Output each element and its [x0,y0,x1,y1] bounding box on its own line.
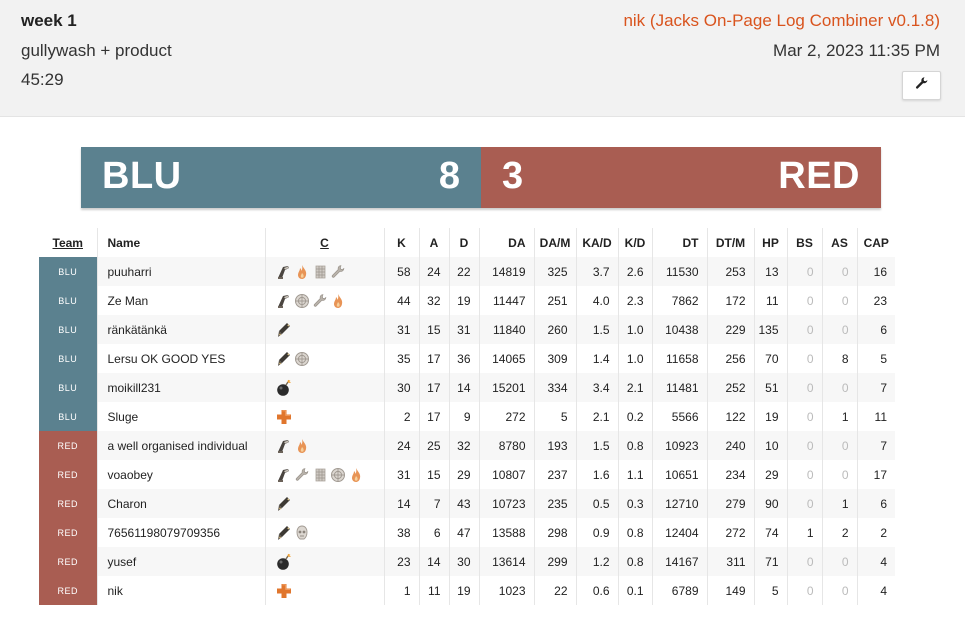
table-row [39,431,895,460]
stat-cap: 6 [857,489,895,518]
stat-bs: 0 [787,489,822,518]
stat-d: 19 [449,286,479,315]
soldier-class-icon[interactable] [276,496,294,510]
stat-cap: 16 [857,257,895,286]
stat-k: 31 [384,315,419,344]
stat-dt: 6789 [652,576,707,605]
class-icons [265,344,384,373]
stat-dt: 7862 [652,286,707,315]
team-badge: BLU [39,373,97,402]
stat-dtm: 272 [707,518,754,547]
stat-kad: 3.7 [576,257,618,286]
stat-bs: 0 [787,576,822,605]
player-name[interactable]: voaobey [97,460,265,489]
stat-kd: 2.3 [618,286,652,315]
stat-a: 17 [419,373,449,402]
stat-bs: 0 [787,257,822,286]
player-name[interactable]: a well organised individual [97,431,265,460]
uploader-link[interactable]: nik (Jacks On-Page Log Combiner v0.1.8) [623,11,940,30]
stat-hp: 74 [754,518,787,547]
stat-a: 14 [419,547,449,576]
stat-da: 272 [479,402,534,431]
col-kd-header[interactable]: K/D [618,228,652,257]
stat-k: 14 [384,489,419,518]
player-name[interactable]: yusef [97,547,265,576]
table-row [39,373,895,402]
class-icons [265,431,384,460]
team-badge: BLU [39,257,97,286]
stat-a: 15 [419,460,449,489]
stat-da: 14819 [479,257,534,286]
stat-bs: 0 [787,547,822,576]
col-d-header[interactable]: D [449,228,479,257]
stat-dam: 260 [534,315,576,344]
stat-dtm: 252 [707,373,754,402]
col-dtm-header[interactable]: DT/M [707,228,754,257]
stat-kd: 2.1 [618,373,652,402]
stat-dtm: 172 [707,286,754,315]
engineer-class-icon[interactable] [312,293,330,307]
stat-cap: 4 [857,547,895,576]
stat-da: 15201 [479,373,534,402]
stat-bs: 1 [787,518,822,547]
col-cap-header[interactable]: CAP [863,235,889,250]
team-badge: RED [39,460,97,489]
col-class-header[interactable]: C [265,228,384,257]
engineer-class-icon[interactable] [330,264,348,278]
player-name[interactable]: Charon [97,489,265,518]
col-k-header[interactable]: K [384,228,419,257]
stat-kad: 4.0 [576,286,618,315]
class-icons [265,547,384,576]
stat-cap: 7 [857,373,895,402]
stat-bs: 0 [787,460,822,489]
col-dam-header[interactable]: DA/M [534,228,576,257]
heavy-class-icon[interactable] [312,264,330,278]
stat-as: 2 [822,518,857,547]
stat-k: 44 [384,286,419,315]
stat-dam: 298 [534,518,576,547]
player-stats-table [39,228,895,605]
class-icons [265,257,384,286]
stat-kd: 2.6 [618,257,652,286]
stat-kad: 3.4 [576,373,618,402]
player-name[interactable]: 76561198079709356 [97,518,265,547]
stat-da: 8780 [479,431,534,460]
stat-k: 23 [384,547,419,576]
stat-da: 13588 [479,518,534,547]
stat-dtm: 240 [707,431,754,460]
table-row [39,344,895,373]
stat-bs: 0 [787,286,822,315]
player-name[interactable]: puuharri [97,257,265,286]
player-name[interactable]: Lersu OK GOOD YES [97,344,265,373]
stat-cap: 11 [874,409,887,424]
stat-hp: 51 [754,373,787,402]
stat-dam: 237 [534,460,576,489]
stat-dt: 11481 [652,373,707,402]
scout-class-icon[interactable] [276,438,294,452]
stat-kad: 1.4 [576,344,618,373]
stat-cap: 6 [857,315,895,344]
player-name[interactable]: moikill231 [97,373,265,402]
stat-as: 8 [822,344,857,373]
stat-k: 1 [384,576,419,605]
stat-a: 17 [419,402,449,431]
table-row [39,518,895,547]
stat-d: 9 [449,402,479,431]
stat-hp: 5 [754,576,787,605]
player-name[interactable]: Ze Man [97,286,265,315]
col-dt-header[interactable]: DT [652,228,707,257]
stat-k: 30 [384,373,419,402]
soldier-class-icon[interactable] [276,322,294,336]
medic-class-icon[interactable] [276,583,294,597]
stat-dt: 12404 [652,518,707,547]
table-row [39,286,895,315]
stat-d: 31 [449,315,479,344]
stat-dtm: 311 [707,547,754,576]
stat-da: 11447 [479,286,534,315]
stat-da: 10807 [479,460,534,489]
stat-as: 1 [822,402,857,431]
table-row [39,315,895,344]
stat-dam: 334 [534,373,576,402]
stat-dam: 299 [534,547,576,576]
table-row [39,489,895,518]
class-icons [265,286,384,315]
col-da-header[interactable]: DA [479,228,534,257]
player-name[interactable]: Sluge [97,402,265,431]
stat-k: 31 [384,460,419,489]
stat-as: 0 [822,286,857,315]
stat-da: 10723 [479,489,534,518]
map-names: gullywash + product [21,41,172,60]
demoman-class-icon[interactable] [276,554,294,568]
stat-a: 24 [419,257,449,286]
table-header-row [39,228,895,257]
stat-as: 1 [822,489,857,518]
team-badge: BLU [39,402,97,431]
team-badge: RED [39,547,97,576]
stat-kad: 1.5 [576,431,618,460]
stat-cap: 23 [873,293,887,308]
blu-team-score: 8 [438,155,460,197]
score-bar [81,147,881,208]
stat-kad: 1.2 [576,547,618,576]
stat-hp: 70 [754,344,787,373]
pyro-class-icon[interactable] [294,438,312,452]
stat-dt: 14167 [652,547,707,576]
col-a-header[interactable]: A [419,228,449,257]
team-badge: BLU [39,286,97,315]
stat-as: 0 [822,431,857,460]
engineer-class-icon[interactable] [294,467,312,481]
stat-kd: 0.1 [618,576,652,605]
table-row [39,460,895,489]
stat-dtm: 256 [707,344,754,373]
stat-kd: 1.1 [618,460,652,489]
class-icons [265,576,384,605]
stat-a: 25 [419,431,449,460]
stat-kad: 2.1 [576,402,618,431]
stat-kd: 0.3 [618,489,652,518]
stat-d: 43 [449,489,479,518]
stat-dtm: 229 [707,315,754,344]
stat-as: 0 [822,460,857,489]
stat-a: 6 [419,518,449,547]
stat-kad: 0.9 [576,518,618,547]
stat-da: 14065 [479,344,534,373]
stat-bs: 0 [787,431,822,460]
demoman-class-icon[interactable] [276,380,294,394]
team-badge: BLU [39,315,97,344]
stat-bs: 0 [787,344,822,373]
blu-team-name: BLU [102,155,182,197]
stat-hp: 135 [754,315,787,344]
stat-d: 47 [449,518,479,547]
spy-class-icon[interactable] [294,351,312,365]
stat-as: 0 [822,257,857,286]
scout-class-icon[interactable] [276,467,294,481]
stat-cap: 7 [857,431,895,460]
table-row [39,257,895,286]
stat-hp: 10 [754,431,787,460]
medic-class-icon[interactable] [276,409,294,423]
stat-dtm: 253 [707,257,754,286]
scout-class-icon[interactable] [276,264,294,278]
pyro-class-icon[interactable] [348,467,366,481]
stat-kd: 1.0 [618,344,652,373]
team-badge: RED [39,518,97,547]
stat-da: 11840 [479,315,534,344]
stat-dam: 251 [534,286,576,315]
settings-button[interactable] [902,71,941,100]
stat-da: 13614 [479,547,534,576]
stat-kd: 0.8 [618,431,652,460]
stat-d: 29 [449,460,479,489]
table-row [39,547,895,576]
stat-hp: 19 [754,402,787,431]
soldier-class-icon[interactable] [276,525,294,539]
stat-hp: 13 [754,257,787,286]
match-duration: 45:29 [21,70,64,89]
stat-d: 14 [449,373,479,402]
stat-kd: 0.2 [618,402,652,431]
class-icons [265,402,384,431]
stat-a: 17 [419,344,449,373]
team-badge: BLU [39,344,97,373]
stat-d: 30 [449,547,479,576]
stat-kad: 1.6 [576,460,618,489]
stat-dt: 10651 [652,460,707,489]
stat-kad: 1.5 [576,315,618,344]
pyro-class-icon[interactable] [294,264,312,278]
heavy-class-icon[interactable] [312,467,330,481]
stat-k: 24 [384,431,419,460]
stat-dt: 11530 [652,257,707,286]
player-name[interactable]: nik [97,576,265,605]
stat-a: 7 [419,489,449,518]
stat-dt: 11658 [652,344,707,373]
stat-kd: 0.8 [618,547,652,576]
red-score-panel [481,147,881,208]
stat-kad: 0.5 [576,489,618,518]
stat-dam: 5 [534,402,576,431]
class-icons [265,315,384,344]
soldier-class-icon[interactable] [276,351,294,365]
red-team-name: RED [778,155,860,197]
stat-kd: 1.0 [618,315,652,344]
scout-class-icon[interactable] [276,293,294,307]
pyro-class-icon[interactable] [330,293,348,307]
stat-hp: 29 [754,460,787,489]
stat-dam: 309 [534,344,576,373]
red-team-score: 3 [502,155,524,197]
log-date: Mar 2, 2023 11:35 PM [773,41,940,60]
stat-as: 0 [822,547,857,576]
stat-dtm: 122 [707,402,754,431]
stat-as: 0 [822,576,857,605]
sniper-class-icon[interactable] [294,525,312,539]
class-icons [265,460,384,489]
stat-dtm: 149 [707,576,754,605]
stat-cap: 4 [880,583,887,598]
stat-da: 1023 [479,576,534,605]
log-header [0,0,965,117]
col-bs-header[interactable]: BS [787,228,822,257]
col-hp-header[interactable]: HP [754,228,787,257]
stat-d: 36 [449,344,479,373]
stat-k: 2 [384,402,419,431]
stat-dt: 10923 [652,431,707,460]
stat-cap: 17 [873,467,887,482]
stat-d: 32 [449,431,479,460]
col-as-header[interactable]: AS [822,228,857,257]
spy-class-icon[interactable] [330,467,348,481]
col-kad-header[interactable]: KA/D [576,228,618,257]
stat-bs: 0 [787,402,822,431]
stat-dam: 235 [534,489,576,518]
stat-a: 32 [419,286,449,315]
stat-cap: 5 [880,351,887,366]
class-icons [265,373,384,402]
stat-a: 15 [419,315,449,344]
team-badge: RED [39,431,97,460]
team-badge: RED [39,489,97,518]
stat-dtm: 279 [707,489,754,518]
stat-hp: 71 [754,547,787,576]
stat-hp: 11 [754,286,787,315]
stat-dam: 22 [534,576,576,605]
stat-dt: 5566 [652,402,707,431]
stat-bs: 0 [787,373,822,402]
wrench-icon [915,76,929,95]
stat-dt: 12710 [652,489,707,518]
stat-a: 11 [419,576,449,605]
class-icons [265,489,384,518]
stat-k: 38 [384,518,419,547]
stat-bs: 0 [787,315,822,344]
stat-as: 0 [822,373,857,402]
stat-dam: 193 [534,431,576,460]
stat-hp: 90 [754,489,787,518]
stat-kd: 0.8 [618,518,652,547]
stat-dam: 325 [534,257,576,286]
table-row [39,576,895,605]
col-name-header[interactable]: Name [97,228,265,257]
stat-k: 35 [384,344,419,373]
stat-as: 0 [822,315,857,344]
class-icons [265,518,384,547]
stat-k: 58 [384,257,419,286]
log-title: week 1 [21,11,77,30]
stat-dt: 10438 [652,315,707,344]
stat-dtm: 234 [707,460,754,489]
stat-d: 22 [449,257,479,286]
stat-cap: 2 [880,525,887,540]
spy-class-icon[interactable] [294,293,312,307]
table-row [39,402,895,431]
player-name[interactable]: ränkätänkä [97,315,265,344]
team-badge: RED [39,576,97,605]
stat-kad: 0.6 [576,576,618,605]
col-team-header[interactable]: Team [39,228,97,257]
blu-score-panel [81,147,481,208]
stat-d: 19 [449,576,479,605]
